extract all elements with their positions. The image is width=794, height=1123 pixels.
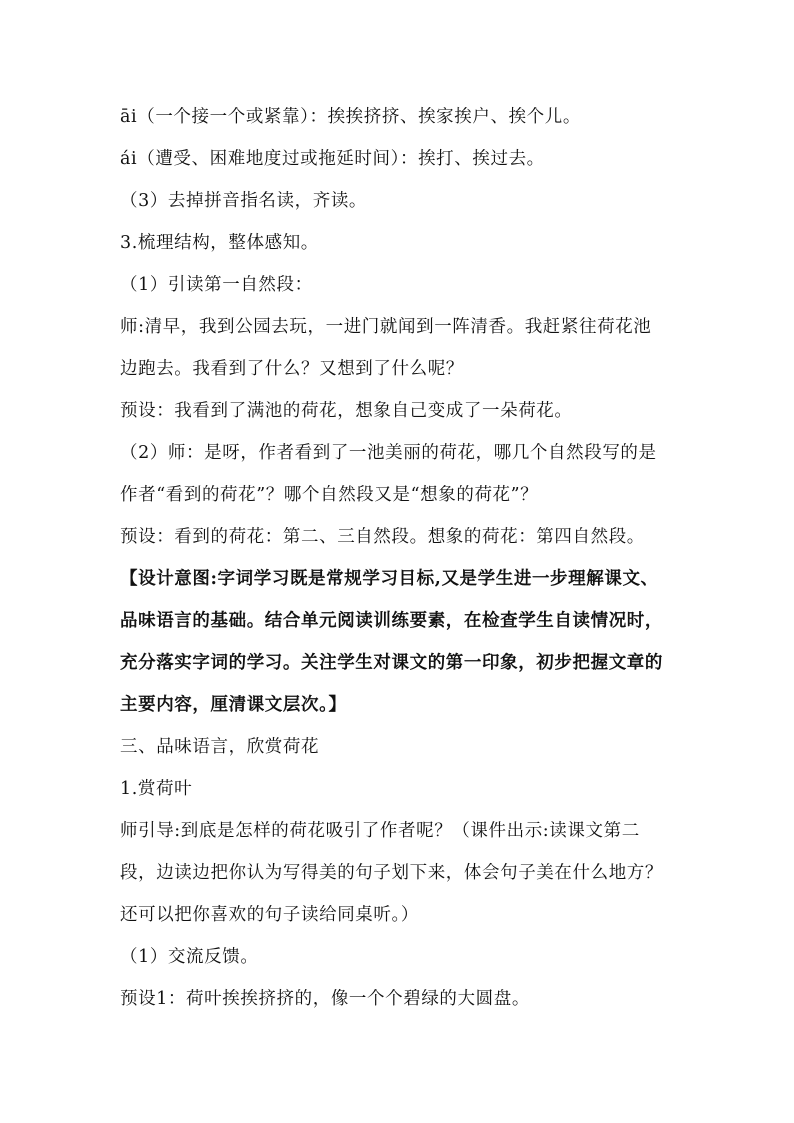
text-line: 作者“看到的荷花”？哪个自然段又是“想象的荷花”？ — [120, 485, 539, 505]
text-line: 边跑去。我看到了什么？又想到了什么呢？ — [120, 359, 464, 379]
text-line: ái（遭受、困难地度过或拖延时间）：挨打、挨过去。 — [120, 149, 545, 169]
text-line: 预设1：荷叶挨挨挤挤的，像一个个碧绿的大圆盘。 — [120, 989, 530, 1009]
text-line: （1）交流反馈。 — [120, 947, 259, 967]
text-line: āi（一个接一个或紧靠）：挨挨挤挤、挨家挨户、挨个儿。 — [120, 107, 581, 127]
text-line: （1）引读第一自然段： — [120, 275, 313, 295]
design-intent-line: 品味语言的基础。结合单元阅读训练要素，在检查学生自读情况时， — [120, 611, 663, 631]
subsection-heading: 1.赏荷叶 — [120, 779, 193, 799]
text-line: 段，边读边把你认为写得美的句子划下来，体会句子美在什么地方？ — [120, 863, 663, 883]
text-line: 还可以把你喜欢的句子读给同桌听。） — [120, 905, 419, 925]
text-line: 预设：我看到了满池的荷花，想象自己变成了一朵荷花。 — [120, 401, 573, 421]
section-heading: 3.梳理结构，整体感知。 — [120, 233, 319, 253]
design-intent-line: 主要内容，厘清课文层次。】 — [120, 695, 347, 715]
section-heading: 三、品味语言，欣赏荷花 — [120, 737, 320, 757]
text-line: 师:清早，我到公园去玩，一进门就闻到一阵清香。我赶紧往荷花池 — [120, 317, 652, 337]
text-line: （2）师：是呀，作者看到了一池美丽的荷花，哪几个自然段写的是 — [120, 443, 657, 463]
design-intent-line: 充分落实字词的学习。关注学生对课文的第一印象，初步把握文章的 — [120, 653, 663, 673]
text-line: 预设：看到的荷花：第二、三自然段。想象的荷花：第四自然段。 — [120, 527, 645, 547]
text-line: 师引导:到底是怎样的荷花吸引了作者呢？（课件出示:读课文第二 — [120, 821, 640, 841]
text-line: （3）去掉拼音指名读，齐读。 — [120, 191, 368, 211]
design-intent-line: 【设计意图:字词学习既是常规学习目标,又是学生进一步理解课文、 — [120, 569, 659, 589]
